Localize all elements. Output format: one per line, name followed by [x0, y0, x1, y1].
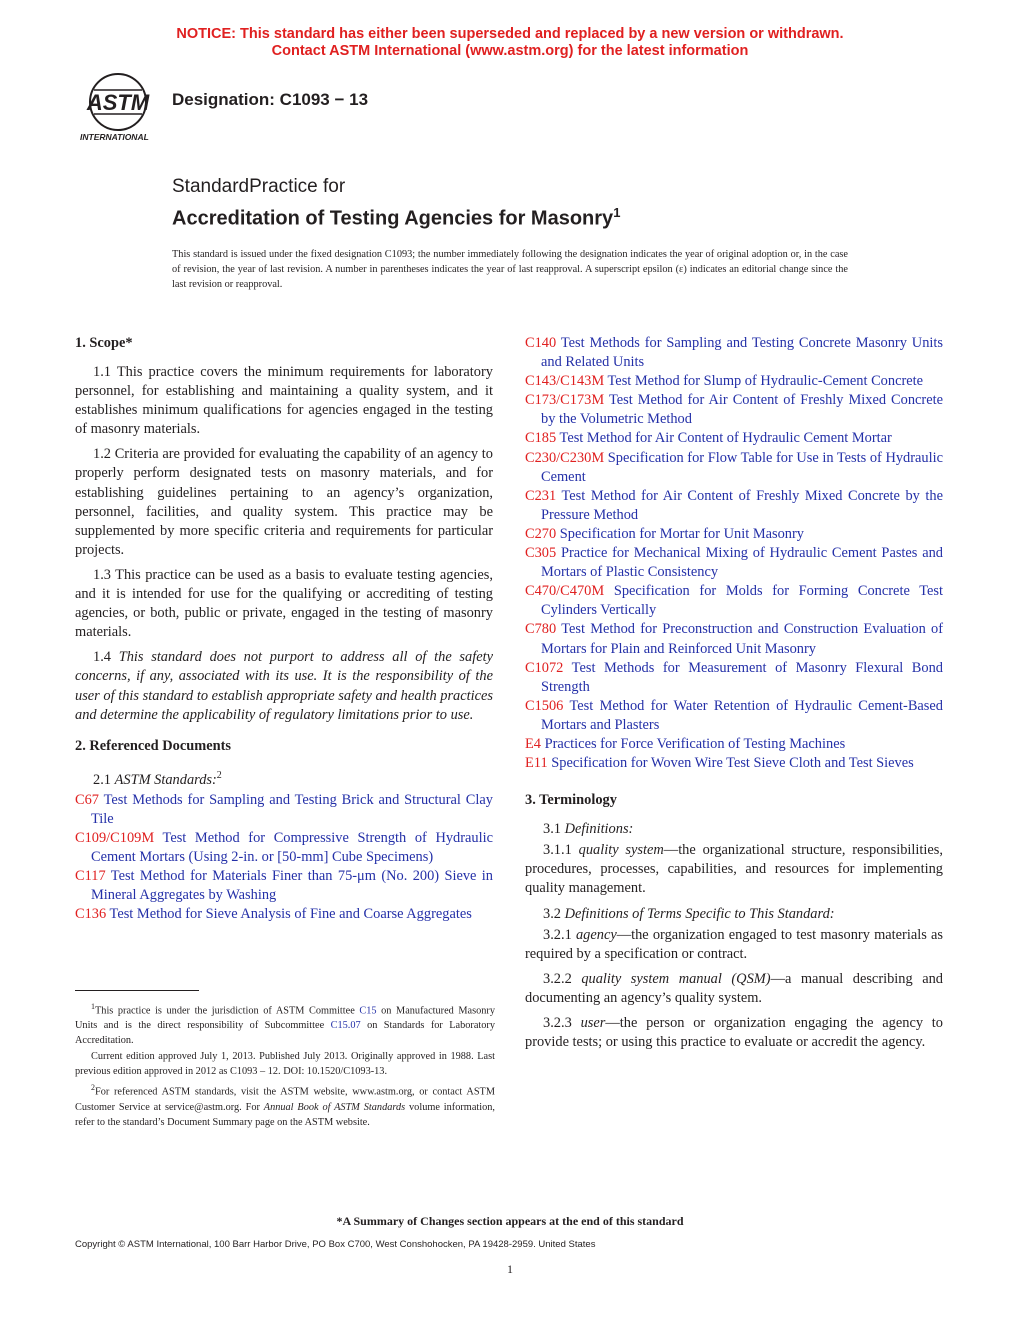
term-3-2-1-num: 3.2.1 [543, 926, 576, 943]
term-3-2-3-num: 3.2.3 [543, 1015, 581, 1031]
footnote-2 [75, 1080, 495, 1129]
reference-item [75, 791, 493, 829]
reference-code-link[interactable]: C143/C143M [525, 373, 605, 390]
reference-item [525, 754, 943, 773]
term-3-1-text: Definitions: [564, 821, 634, 838]
subcommittee-c15-07-link[interactable]: C15.07 [330, 1020, 361, 1032]
reference-list-right [525, 334, 943, 773]
reference-title: Specification for Woven Wire Test Sieve Cloth and Test Sieves [551, 755, 914, 772]
term-3-2-2-num: 3.2.2 [543, 970, 582, 987]
reference-title: Specification for Mortar for Unit Masonry [559, 525, 804, 542]
title-main: Accreditation of Testing Agencies for Masonry [172, 207, 614, 230]
reference-item [525, 429, 943, 448]
reference-title: Test Methods for Sampling and Testing Concrete Masonry Units and Related Units [541, 335, 943, 371]
scope-1-1: 1.1 This practice covers the minimum requirements for laboratory personnel, for establishing and maintaining a quality system, and it establishes minimum qualifications for agencies engaged in the testing of masonry materials. [75, 364, 493, 438]
title-line-2 [172, 199, 620, 233]
reference-code-link[interactable]: C1506 [525, 697, 564, 714]
reference-item [75, 867, 493, 905]
term-quality-system-def: —the organizational structure, responsibilities, procedures, processes, capabilities, and resources for implementing quality management. [525, 842, 943, 897]
astm-standards-label [75, 766, 493, 790]
reference-item [525, 391, 943, 429]
term-user: user [580, 1015, 606, 1031]
designation: Designation: C1093 − 13 [172, 90, 369, 109]
reference-code-link[interactable]: C136 [75, 906, 107, 923]
footnote-edition: Current edition approved July 1, 2013. Published July 2013. Originally approved in 1988. Last previous edition approved in 2012 as C1093 – 12. DOI: 10.1520/C1093-13. [75, 1051, 495, 1078]
reference-code-link[interactable]: C230/C230M [525, 449, 605, 466]
footnote-2-italic: Annual Book of ASTM Standards [263, 1101, 406, 1113]
notice-line-1: NOTICE: This standard has either been superseded and replaced by a new version or withdrawn. [176, 26, 844, 42]
footnote-2-text-b: volume information, refer to the standard’s Document Summary page on the ASTM website. [75, 1101, 495, 1128]
reference-code-link[interactable]: C109/C109M [75, 829, 155, 846]
astm-standards-num: 2.1 [93, 771, 115, 788]
reference-item [525, 620, 943, 658]
term-3-2-num: 3.2 [543, 905, 565, 922]
reference-item [525, 449, 943, 487]
document-title [172, 174, 620, 233]
reference-code-link[interactable]: C67 [75, 791, 99, 808]
reference-item [75, 829, 493, 867]
section-heading-scope: 1. Scope* [75, 335, 133, 351]
scope-1-4-num: 1.4 [93, 649, 119, 666]
scope-1-4 [75, 648, 493, 724]
term-3-2-1 [525, 926, 943, 964]
section-heading-terminology: 3. Terminology [525, 792, 617, 809]
title-footnote-mark: 1 [613, 205, 621, 220]
footnote-1 [75, 999, 495, 1048]
term-agency: agency [575, 926, 617, 943]
reference-code-link[interactable]: C231 [525, 487, 557, 504]
logo-text: INTERNATIONAL [80, 132, 149, 142]
astm-standards-text: ASTM Standards: [114, 771, 217, 788]
reference-code-link[interactable]: C117 [75, 867, 106, 884]
title-line-1: StandardPractice for [172, 176, 346, 197]
summary-of-changes-note: *A Summary of Changes section appears at the end of this standard [336, 1214, 684, 1228]
reference-title: Test Method for Sieve Analysis of Fine and Coarse Aggregates [109, 906, 472, 923]
footnote-2-text-a: For referenced ASTM standards, visit the ASTM website, www.astm.org, or contact ASTM Customer Service at service@astm.org. For [75, 1086, 495, 1113]
astm-standards-mark: 2 [216, 769, 222, 781]
reference-title: Test Method for Preconstruction and Construction Evaluation of Mortars for Plain and Reinforced Unit Masonry [541, 621, 944, 657]
reference-list-left [75, 791, 493, 925]
section-heading-referenced: 2. Referenced Documents [75, 737, 231, 754]
scope-1-4-text: This standard does not purport to address all of the safety concerns, if any, associated with its use. It is the responsibility of the user of this standard to establish appropriate safety and health practices and determine the applicability of regulatory limitations prior to use. [75, 649, 493, 723]
reference-item [525, 372, 943, 391]
footnote-1-text-a: This practice is under the jurisdiction of ASTM Committee [95, 1005, 360, 1017]
term-3-2-text: Definitions of Terms Specific to This Standard: [564, 905, 835, 922]
reference-item [525, 582, 943, 620]
term-3-1-1-num: 3.1.1 [543, 842, 579, 859]
term-3-2-3 [525, 1014, 943, 1052]
reference-code-link[interactable]: E4 [525, 735, 541, 752]
page-number: 1 [507, 1262, 513, 1276]
reference-title: Practice for Mechanical Mixing of Hydraulic Cement Pastes and Mortars of Plastic Consistency [541, 545, 943, 581]
right-column [525, 334, 943, 1058]
footnote-1-mark: 1 [91, 1002, 95, 1011]
reference-title: Test Method for Water Retention of Hydraulic Cement-Based Mortars and Plasters [541, 697, 943, 733]
reference-title: Test Method for Compressive Strength of Hydraulic Cement Mortars (Using 2-in. or [50-mm] Cube Specimens) [91, 829, 493, 865]
term-3-1 [525, 820, 943, 839]
reference-title: Test Method for Air Content of Freshly Mixed Concrete by the Pressure Method [541, 487, 943, 523]
svg-text:ASTM: ASTM [86, 90, 150, 115]
term-user-def: —the person or organization engaging the agency to provide tests; or using this practice to evaluate or accredit the agency. [525, 1015, 943, 1051]
reference-item [525, 525, 943, 544]
term-3-1-1 [525, 841, 943, 898]
reference-code-link[interactable]: C470/C470M [525, 583, 605, 600]
reference-code-link[interactable]: C305 [525, 545, 557, 562]
reference-title: Test Method for Materials Finer than 75-μm (No. 200) Sieve in Mineral Aggregates by Washing [91, 867, 493, 904]
term-3-1-num: 3.1 [543, 821, 565, 838]
astm-logo-icon [74, 72, 162, 144]
reference-item [525, 697, 943, 735]
term-3-2 [525, 905, 943, 924]
reference-title: Test Method for Air Content of Freshly Mixed Concrete by the Volumetric Method [541, 392, 943, 428]
committee-c15-link[interactable]: C15 [359, 1005, 377, 1017]
reference-title: Specification for Flow Table for Use in Tests of Hydraulic Cement [541, 449, 943, 485]
reference-item [525, 659, 943, 697]
term-qsm-def: —a manual describing and documenting an agency’s quality system. [525, 970, 943, 1006]
term-qsm: quality system manual (QSM) [581, 970, 771, 987]
footnote-2-mark: 2 [91, 1083, 95, 1093]
footnotes [75, 990, 495, 1131]
reference-item [525, 735, 943, 754]
issued-note: This standard is issued under the fixed designation C1093; the number immediately following the designation indicates the year of original adoption or, in the case of revision, the year of last revision. A number in parentheses indicates the year of last reapproval. A superscript epsilon (ε) indicates an editorial change since the last revision or reapproval. [172, 249, 848, 290]
reference-item [525, 487, 943, 525]
reference-title: Test Method for Slump of Hydraulic-Cement Concrete [607, 373, 924, 390]
scope-1-2: 1.2 Criteria are provided for evaluating the capability of an agency to properly perform designated tests on masonry materials, and for establishing guidelines pertaining to an agency’s organization, personnel, facilities, and quality system. This practice may be supplemented by more specific criteria and requirements for particular projects. [75, 446, 493, 558]
reference-title: Practices for Force Verification of Testing Machines [544, 735, 846, 752]
reference-code-link[interactable]: E11 [525, 755, 548, 772]
reference-title: Test Method for Air Content of Hydraulic Cement Mortar [559, 430, 892, 447]
reference-title: Test Methods for Measurement of Masonry Flexural Bond Strength [541, 659, 943, 695]
term-quality-system: quality system [578, 842, 664, 859]
reference-code-link[interactable]: C185 [525, 430, 557, 447]
reference-title: Specification for Molds for Forming Concrete Test Cylinders Vertically [541, 583, 943, 619]
reference-code-link[interactable]: C780 [525, 621, 557, 638]
footnote-1-text-b: on Manufactured Masonry Units and is the direct responsibility of Subcommittee [75, 1005, 495, 1032]
reference-item [525, 544, 943, 582]
reference-code-link[interactable]: C140 [525, 335, 557, 351]
footnote-1-text-c: on Standards for Laboratory Accreditation. [75, 1020, 495, 1047]
withdrawn-notice [0, 26, 1020, 60]
term-agency-def: —the organization engaged to test masonry materials as required by a specification or contract. [525, 926, 943, 962]
reference-item [75, 905, 493, 924]
reference-title: Test Methods for Sampling and Testing Brick and Structural Clay Tile [91, 791, 493, 827]
copyright: Copyright © ASTM International, 100 Barr Harbor Drive, PO Box C700, West Conshohocken, PA 19428-2959. United States [75, 1239, 596, 1250]
reference-item [525, 334, 943, 372]
reference-code-link[interactable]: C173/C173M [525, 392, 605, 409]
scope-1-3: 1.3 This practice can be used as a basis to evaluate testing agencies, and it is intended for use for the qualifying or accrediting of testing agencies, or both, public or private, engaged in the testing of masonry materials. [75, 566, 493, 641]
term-3-2-2 [525, 970, 943, 1008]
reference-code-link[interactable]: C1072 [525, 659, 564, 676]
notice-line-2: Contact ASTM International (www.astm.org) for the latest information [271, 43, 749, 59]
left-column [75, 334, 493, 924]
footnote-rule [75, 990, 199, 991]
reference-code-link[interactable]: C270 [525, 525, 557, 542]
